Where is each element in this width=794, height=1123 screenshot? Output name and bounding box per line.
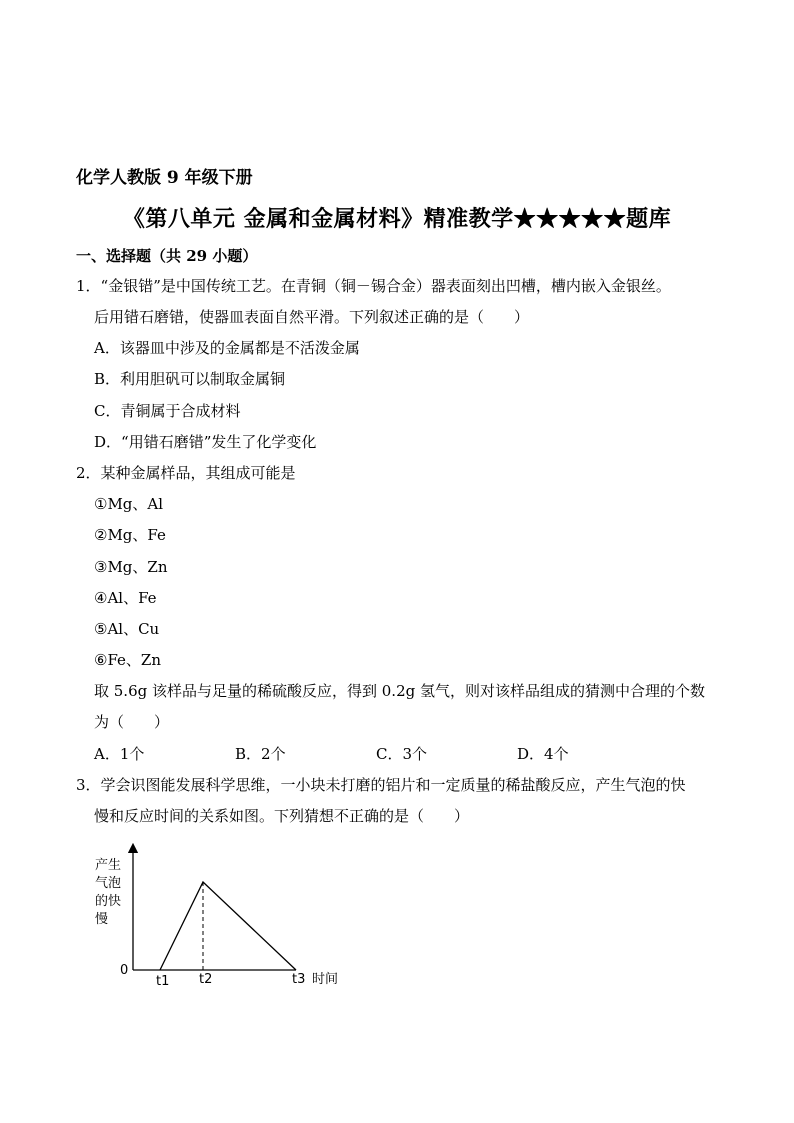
q2-options-row (94, 744, 658, 764)
origin-label: 0 (120, 963, 129, 978)
rate-curve (160, 882, 296, 970)
q1-stem-line2: 后用错石磨错，使器皿表面自然平滑。下列叙述正确的是（ ） (94, 308, 530, 326)
q2-stem: 2．某种金属样品，其组成可能是 (76, 464, 296, 482)
q2-item-4: ④Al、Fe (94, 589, 157, 607)
y-label-line4: 慢 (95, 912, 109, 927)
q1-option-b: B．利用胆矾可以制取金属铜 (94, 370, 286, 388)
tick-t3: t3 (292, 972, 306, 987)
q1-option-a: A．该器皿中涉及的金属都是不活泼金属 (94, 339, 360, 357)
tick-t1: t1 (156, 974, 170, 989)
q2-item-1: ①Mg、Al (94, 495, 164, 513)
q1-option-d: D．“用错石磨错”发生了化学变化 (94, 433, 317, 451)
q1-option-c: C．青铜属于合成材料 (94, 402, 241, 420)
section-heading: 一、选择题（共 29 小题） (76, 247, 258, 265)
q2-item-2: ②Mg、Fe (94, 526, 166, 544)
q2-follow-line2: 为（ ） (94, 713, 170, 731)
book-header: 化学人教版 9 年级下册 (76, 168, 253, 188)
y-label-line1: 产生 (95, 858, 122, 873)
q2-item-3: ③Mg、Zn (94, 558, 168, 576)
q2-option-b: B．2个 (235, 745, 286, 763)
q2-follow-line1: 取 5.6g 该样品与足量的稀硫酸反应，得到 0.2g 氢气，则对该样品组成的猜测中合理的个数 (94, 682, 705, 700)
x-axis-label: 时间 (312, 972, 339, 987)
page-title: 《第八单元 金属和金属材料》精准教学★★★★★题库 (122, 206, 672, 232)
q3-stem-line1: 3．学会识图能发展科学思维，一小块未打磨的铝片和一定质量的稀盐酸反应，产生气泡的快 (76, 776, 686, 794)
q3-stem-line2: 慢和反应时间的关系如图。下列猜想不正确的是（ ） (94, 807, 470, 825)
y-label-line2: 气泡 (95, 876, 122, 891)
q3-graph (90, 842, 350, 992)
q2-option-d: D．4个 (517, 745, 569, 763)
q2-option-a: A．1个 (94, 745, 145, 763)
tick-t2: t2 (199, 972, 213, 987)
q2-item-6: ⑥Fe、Zn (94, 651, 161, 669)
q1-stem-line1: 1．“金银错”是中国传统工艺。在青铜（铜－锡合金）器表面刻出凹槽，槽内嵌入金银丝。 (76, 277, 671, 295)
q2-option-c: C．3个 (376, 745, 428, 763)
q2-item-5: ⑤Al、Cu (94, 620, 160, 638)
y-label-line3: 的快 (95, 894, 122, 909)
